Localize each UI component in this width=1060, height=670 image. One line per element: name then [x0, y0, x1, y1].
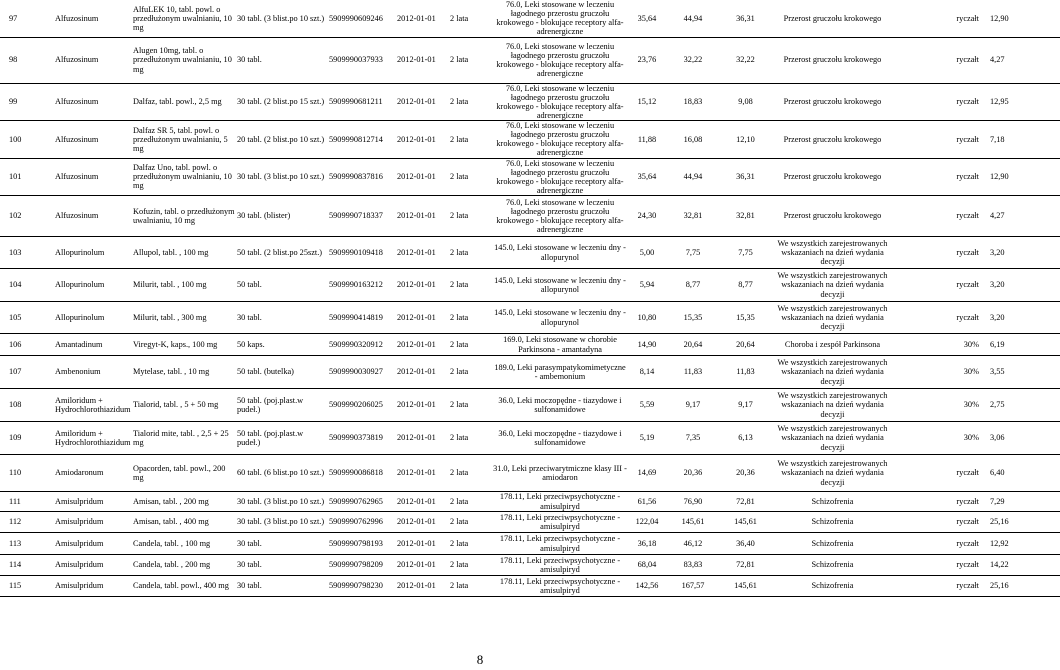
retail-price-cell: 167,57 [666, 576, 720, 597]
copay-cell: 3,06 [989, 422, 1060, 455]
wholesale-price-cell: 5,00 [628, 237, 666, 269]
product-name-cell: Allupol, tabl. , 100 mg [132, 237, 236, 269]
limit-price-cell: 20,64 [720, 334, 771, 356]
date-cell: 2012-01-01 [396, 533, 449, 555]
limit-price-cell: 145,61 [720, 512, 771, 533]
validity-period-cell: 2 lata [449, 356, 492, 389]
retail-price-cell: 76,90 [666, 492, 720, 512]
payment-level-cell: ryczałt [894, 83, 989, 121]
date-cell: 2012-01-01 [396, 37, 449, 83]
validity-period-cell: 2 lata [449, 121, 492, 159]
date-cell: 2012-01-01 [396, 269, 449, 302]
payment-level-cell: ryczałt [894, 37, 989, 83]
limit-group-cell: 178.11, Leki przeciwpsychotyczne - amisulpiryd [492, 533, 628, 555]
limit-group-cell: 145.0, Leki stosowane w leczeniu dny - allopurynol [492, 237, 628, 269]
package-cell: 30 tabl. [236, 302, 328, 334]
indication-cell: Schizofrenia [771, 576, 894, 597]
validity-period-cell: 2 lata [449, 37, 492, 83]
row-number: 101 [0, 158, 54, 196]
limit-price-cell: 72,81 [720, 555, 771, 576]
row-number: 114 [0, 555, 54, 576]
date-cell: 2012-01-01 [396, 455, 449, 492]
retail-price-cell: 8,77 [666, 269, 720, 302]
validity-period-cell: 2 lata [449, 269, 492, 302]
validity-period-cell: 2 lata [449, 158, 492, 196]
product-name-cell: Amisan, tabl. , 200 mg [132, 492, 236, 512]
copay-cell: 7,18 [989, 121, 1060, 159]
substance-cell: Amisulpridum [54, 512, 132, 533]
row-number: 98 [0, 37, 54, 83]
payment-level-cell: ryczałt [894, 512, 989, 533]
wholesale-price-cell: 10,80 [628, 302, 666, 334]
product-name-cell: Alugen 10mg, tabl. o przedłużonym uwalnianiu, 10 mg [132, 37, 236, 83]
validity-period-cell: 2 lata [449, 576, 492, 597]
copay-cell: 3,20 [989, 302, 1060, 334]
payment-level-cell: 30% [894, 356, 989, 389]
limit-price-cell: 15,35 [720, 302, 771, 334]
validity-period-cell: 2 lata [449, 422, 492, 455]
date-cell: 2012-01-01 [396, 512, 449, 533]
payment-level-cell: ryczałt [894, 0, 989, 37]
copay-cell: 6,19 [989, 334, 1060, 356]
retail-price-cell: 20,64 [666, 334, 720, 356]
row-number: 111 [0, 492, 54, 512]
substance-cell: Allopurinolum [54, 237, 132, 269]
product-name-cell: Candela, tabl. powl., 400 mg [132, 576, 236, 597]
ean-code-cell: 5909990206025 [328, 389, 396, 422]
wholesale-price-cell: 11,88 [628, 121, 666, 159]
indication-cell: We wszystkich zarejestrowanych wskazaniach na dzień wydania decyzji [771, 302, 894, 334]
product-name-cell: Amisan, tabl. , 400 mg [132, 512, 236, 533]
table-row [0, 576, 1060, 597]
row-number: 112 [0, 512, 54, 533]
copay-cell: 12,90 [989, 0, 1060, 37]
limit-group-cell: 178.11, Leki przeciwpsychotyczne - amisulpiryd [492, 576, 628, 597]
date-cell: 2012-01-01 [396, 196, 449, 237]
package-cell: 30 tabl. [236, 37, 328, 83]
indication-cell: We wszystkich zarejestrowanych wskazaniach na dzień wydania decyzji [771, 455, 894, 492]
retail-price-cell: 16,08 [666, 121, 720, 159]
retail-price-cell: 44,94 [666, 0, 720, 37]
table-row [0, 0, 1060, 37]
limit-group-cell: 169.0, Leki stosowane w chorobie Parkinsona - amantadyna [492, 334, 628, 356]
copay-cell: 7,29 [989, 492, 1060, 512]
limit-group-cell: 36.0, Leki moczopędne - tiazydowe i sulfonamidowe [492, 389, 628, 422]
copay-cell: 12,92 [989, 533, 1060, 555]
date-cell: 2012-01-01 [396, 83, 449, 121]
indication-cell: We wszystkich zarejestrowanych wskazaniach na dzień wydania decyzji [771, 389, 894, 422]
payment-level-cell: 30% [894, 422, 989, 455]
ean-code-cell: 5909990812714 [328, 121, 396, 159]
copay-cell: 2,75 [989, 389, 1060, 422]
indication-cell: Choroba i zespół Parkinsona [771, 334, 894, 356]
package-cell: 30 tabl. (3 blist.po 10 szt.) [236, 492, 328, 512]
limit-price-cell: 32,22 [720, 37, 771, 83]
ean-code-cell: 5909990037933 [328, 37, 396, 83]
payment-level-cell: ryczałt [894, 237, 989, 269]
limit-group-cell: 36.0, Leki moczopędne - tiazydowe i sulfonamidowe [492, 422, 628, 455]
row-number: 110 [0, 455, 54, 492]
indication-cell: Przerost gruczołu krokowego [771, 83, 894, 121]
limit-group-cell: 178.11, Leki przeciwpsychotyczne - amisulpiryd [492, 555, 628, 576]
table-row [0, 389, 1060, 422]
substance-cell: Alfuzosinum [54, 121, 132, 159]
validity-period-cell: 2 lata [449, 555, 492, 576]
substance-cell: Alfuzosinum [54, 158, 132, 196]
date-cell: 2012-01-01 [396, 121, 449, 159]
row-number: 105 [0, 302, 54, 334]
retail-price-cell: 32,22 [666, 37, 720, 83]
wholesale-price-cell: 23,76 [628, 37, 666, 83]
limit-group-cell: 189.0, Leki parasympatykomimetyczne - ambemonium [492, 356, 628, 389]
package-cell: 20 tabl. (2 blist.po 10 szt.) [236, 121, 328, 159]
retail-price-cell: 46,12 [666, 533, 720, 555]
limit-group-cell: 76.0, Leki stosowane w leczeniu łagodnego przerostu gruczołu krokowego - blokujące receptory alfa-adrenergiczne [492, 83, 628, 121]
limit-price-cell: 9,08 [720, 83, 771, 121]
package-cell: 30 tabl. (3 blist.po 10 szt.) [236, 0, 328, 37]
date-cell: 2012-01-01 [396, 237, 449, 269]
limit-price-cell: 36,31 [720, 158, 771, 196]
table-row [0, 158, 1060, 196]
package-cell: 50 kaps. [236, 334, 328, 356]
product-name-cell: Tialorid mite, tabl. , 2,5 + 25 mg [132, 422, 236, 455]
copay-cell: 3,20 [989, 269, 1060, 302]
copay-cell: 25,16 [989, 512, 1060, 533]
date-cell: 2012-01-01 [396, 492, 449, 512]
payment-level-cell: ryczałt [894, 121, 989, 159]
product-name-cell: Milurit, tabl. , 300 mg [132, 302, 236, 334]
product-name-cell: AlfuLEK 10, tabl. powl. o przedłużonym uwalnianiu, 10 mg [132, 0, 236, 37]
package-cell: 50 tabl. (2 blist.po 25szt.) [236, 237, 328, 269]
limit-group-cell: 76.0, Leki stosowane w leczeniu łagodnego przerostu gruczołu krokowego - blokujące receptory alfa-adrenergiczne [492, 196, 628, 237]
limit-price-cell: 8,77 [720, 269, 771, 302]
limit-group-cell: 76.0, Leki stosowane w leczeniu łagodnego przerostu gruczołu krokowego - blokujące receptory alfa-adrenergiczne [492, 0, 628, 37]
substance-cell: Amisulpridum [54, 576, 132, 597]
limit-price-cell: 145,61 [720, 576, 771, 597]
indication-cell: Przerost gruczołu krokowego [771, 121, 894, 159]
table-row [0, 512, 1060, 533]
substance-cell: Alfuzosinum [54, 0, 132, 37]
ean-code-cell: 5909990681211 [328, 83, 396, 121]
payment-level-cell: ryczałt [894, 196, 989, 237]
product-name-cell: Dalfaz, tabl. powl., 2,5 mg [132, 83, 236, 121]
wholesale-price-cell: 5,19 [628, 422, 666, 455]
copay-cell: 12,90 [989, 158, 1060, 196]
validity-period-cell: 2 lata [449, 302, 492, 334]
payment-level-cell: ryczałt [894, 576, 989, 597]
limit-price-cell: 20,36 [720, 455, 771, 492]
indication-cell: Przerost gruczołu krokowego [771, 196, 894, 237]
substance-cell: Alfuzosinum [54, 196, 132, 237]
payment-level-cell: ryczałt [894, 302, 989, 334]
date-cell: 2012-01-01 [396, 422, 449, 455]
indication-cell: We wszystkich zarejestrowanych wskazaniach na dzień wydania decyzji [771, 269, 894, 302]
product-name-cell: Candela, tabl. , 100 mg [132, 533, 236, 555]
retail-price-cell: 11,83 [666, 356, 720, 389]
retail-price-cell: 32,81 [666, 196, 720, 237]
wholesale-price-cell: 8,14 [628, 356, 666, 389]
table-row [0, 356, 1060, 389]
validity-period-cell: 2 lata [449, 334, 492, 356]
package-cell: 50 tabl. (poj.plast.w pudeł.) [236, 422, 328, 455]
indication-cell: We wszystkich zarejestrowanych wskazaniach na dzień wydania decyzji [771, 356, 894, 389]
row-number: 107 [0, 356, 54, 389]
table-row [0, 37, 1060, 83]
wholesale-price-cell: 142,56 [628, 576, 666, 597]
limit-price-cell: 36,31 [720, 0, 771, 37]
indication-cell: Schizofrenia [771, 512, 894, 533]
retail-price-cell: 15,35 [666, 302, 720, 334]
limit-group-cell: 145.0, Leki stosowane w leczeniu dny - allopurynol [492, 269, 628, 302]
limit-price-cell: 12,10 [720, 121, 771, 159]
product-name-cell: Opacorden, tabl. powl., 200 mg [132, 455, 236, 492]
row-number: 104 [0, 269, 54, 302]
retail-price-cell: 18,83 [666, 83, 720, 121]
validity-period-cell: 2 lata [449, 196, 492, 237]
indication-cell: Schizofrenia [771, 533, 894, 555]
date-cell: 2012-01-01 [396, 576, 449, 597]
ean-code-cell: 5909990798193 [328, 533, 396, 555]
wholesale-price-cell: 122,04 [628, 512, 666, 533]
package-cell: 50 tabl. (butelka) [236, 356, 328, 389]
wholesale-price-cell: 14,69 [628, 455, 666, 492]
package-cell: 30 tabl. [236, 555, 328, 576]
table-row [0, 492, 1060, 512]
row-number: 100 [0, 121, 54, 159]
copay-cell: 3,20 [989, 237, 1060, 269]
ean-code-cell: 5909990609246 [328, 0, 396, 37]
row-number: 108 [0, 389, 54, 422]
product-name-cell: Candela, tabl. , 200 mg [132, 555, 236, 576]
limit-group-cell: 76.0, Leki stosowane w leczeniu łagodnego przerostu gruczołu krokowego - blokujące receptory alfa-adrenergiczne [492, 37, 628, 83]
date-cell: 2012-01-01 [396, 389, 449, 422]
package-cell: 30 tabl. (3 blist.po 10 szt.) [236, 158, 328, 196]
substance-cell: Ambenonium [54, 356, 132, 389]
limit-price-cell: 9,17 [720, 389, 771, 422]
date-cell: 2012-01-01 [396, 356, 449, 389]
table-row [0, 237, 1060, 269]
limit-price-cell: 36,40 [720, 533, 771, 555]
ean-code-cell: 5909990798209 [328, 555, 396, 576]
retail-price-cell: 7,35 [666, 422, 720, 455]
package-cell: 50 tabl. (poj.plast.w pudeł.) [236, 389, 328, 422]
wholesale-price-cell: 5,94 [628, 269, 666, 302]
product-name-cell: Milurit, tabl. , 100 mg [132, 269, 236, 302]
package-cell: 30 tabl. (3 blist.po 10 szt.) [236, 512, 328, 533]
date-cell: 2012-01-01 [396, 334, 449, 356]
substance-cell: Allopurinolum [54, 302, 132, 334]
wholesale-price-cell: 14,90 [628, 334, 666, 356]
row-number: 102 [0, 196, 54, 237]
limit-group-cell: 76.0, Leki stosowane w leczeniu łagodnego przerostu gruczołu krokowego - blokujące receptory alfa-adrenergiczne [492, 158, 628, 196]
limit-group-cell: 31.0, Leki przeciwarytmiczne klasy III - amiodaron [492, 455, 628, 492]
ean-code-cell: 5909990762996 [328, 512, 396, 533]
row-number: 106 [0, 334, 54, 356]
ean-code-cell: 5909990762965 [328, 492, 396, 512]
indication-cell: We wszystkich zarejestrowanych wskazaniach na dzień wydania decyzji [771, 422, 894, 455]
wholesale-price-cell: 24,30 [628, 196, 666, 237]
table-row [0, 302, 1060, 334]
table-row [0, 83, 1060, 121]
indication-cell: Przerost gruczołu krokowego [771, 158, 894, 196]
limit-group-cell: 178.11, Leki przeciwpsychotyczne - amisulpiryd [492, 492, 628, 512]
product-name-cell: Viregyt-K, kaps., 100 mg [132, 334, 236, 356]
limit-price-cell: 6,13 [720, 422, 771, 455]
payment-level-cell: ryczałt [894, 158, 989, 196]
limit-price-cell: 7,75 [720, 237, 771, 269]
row-number: 103 [0, 237, 54, 269]
wholesale-price-cell: 15,12 [628, 83, 666, 121]
validity-period-cell: 2 lata [449, 237, 492, 269]
wholesale-price-cell: 61,56 [628, 492, 666, 512]
payment-level-cell: ryczałt [894, 533, 989, 555]
product-name-cell: Kofuzin, tabl. o przedłużonym uwalnianiu, 10 mg [132, 196, 236, 237]
payment-level-cell: ryczałt [894, 492, 989, 512]
copay-cell: 3,55 [989, 356, 1060, 389]
product-name-cell: Dalfaz SR 5, tabl. powl. o przedłużonym uwalnianiu, 5 mg [132, 121, 236, 159]
copay-cell: 12,95 [989, 83, 1060, 121]
row-number: 115 [0, 576, 54, 597]
validity-period-cell: 2 lata [449, 83, 492, 121]
limit-price-cell: 32,81 [720, 196, 771, 237]
table-row [0, 455, 1060, 492]
package-cell: 60 tabl. (6 blist.po 10 szt.) [236, 455, 328, 492]
date-cell: 2012-01-01 [396, 0, 449, 37]
retail-price-cell: 44,94 [666, 158, 720, 196]
table-row [0, 269, 1060, 302]
package-cell: 50 tabl. [236, 269, 328, 302]
ean-code-cell: 5909990414819 [328, 302, 396, 334]
substance-cell: Amiodaronum [54, 455, 132, 492]
ean-code-cell: 5909990109418 [328, 237, 396, 269]
substance-cell: Amantadinum [54, 334, 132, 356]
limit-group-cell: 178.11, Leki przeciwpsychotyczne - amisulpiryd [492, 512, 628, 533]
substance-cell: Amiloridum + Hydrochlorothiazidum [54, 389, 132, 422]
row-number: 113 [0, 533, 54, 555]
date-cell: 2012-01-01 [396, 158, 449, 196]
payment-level-cell: 30% [894, 334, 989, 356]
date-cell: 2012-01-01 [396, 302, 449, 334]
limit-price-cell: 11,83 [720, 356, 771, 389]
substance-cell: Allopurinolum [54, 269, 132, 302]
ean-code-cell: 5909990798230 [328, 576, 396, 597]
product-name-cell: Dalfaz Uno, tabl. powl. o przedłużonym uwalnianiu, 10 mg [132, 158, 236, 196]
table-row [0, 422, 1060, 455]
limit-group-cell: 145.0, Leki stosowane w leczeniu dny - allopurynol [492, 302, 628, 334]
ean-code-cell: 5909990320912 [328, 334, 396, 356]
retail-price-cell: 7,75 [666, 237, 720, 269]
row-number: 97 [0, 0, 54, 37]
table-row [0, 334, 1060, 356]
product-name-cell: Tialorid, tabl. , 5 + 50 mg [132, 389, 236, 422]
product-name-cell: Mytelase, tabl. , 10 mg [132, 356, 236, 389]
substance-cell: Amisulpridum [54, 492, 132, 512]
ean-code-cell: 5909990163212 [328, 269, 396, 302]
table-row [0, 121, 1060, 159]
package-cell: 30 tabl. [236, 576, 328, 597]
wholesale-price-cell: 5,59 [628, 389, 666, 422]
payment-level-cell: ryczałt [894, 455, 989, 492]
package-cell: 30 tabl. [236, 533, 328, 555]
package-cell: 30 tabl. (2 blist.po 15 szt.) [236, 83, 328, 121]
indication-cell: Przerost gruczołu krokowego [771, 0, 894, 37]
ean-code-cell: 5909990718337 [328, 196, 396, 237]
wholesale-price-cell: 35,64 [628, 158, 666, 196]
copay-cell: 4,27 [989, 37, 1060, 83]
copay-cell: 25,16 [989, 576, 1060, 597]
page-number: 8 [476, 652, 484, 667]
substance-cell: Alfuzosinum [54, 83, 132, 121]
retail-price-cell: 20,36 [666, 455, 720, 492]
indication-cell: Przerost gruczołu krokowego [771, 37, 894, 83]
ean-code-cell: 5909990030927 [328, 356, 396, 389]
row-number: 99 [0, 83, 54, 121]
retail-price-cell: 9,17 [666, 389, 720, 422]
table-row [0, 196, 1060, 237]
table-row [0, 555, 1060, 576]
substance-cell: Amisulpridum [54, 555, 132, 576]
payment-level-cell: 30% [894, 389, 989, 422]
ean-code-cell: 5909990837816 [328, 158, 396, 196]
package-cell: 30 tabl. (blister) [236, 196, 328, 237]
indication-cell: Schizofrenia [771, 555, 894, 576]
substance-cell: Amiloridum + Hydrochlorothiazidum [54, 422, 132, 455]
wholesale-price-cell: 36,18 [628, 533, 666, 555]
ean-code-cell: 5909990086818 [328, 455, 396, 492]
retail-price-cell: 145,61 [666, 512, 720, 533]
validity-period-cell: 2 lata [449, 455, 492, 492]
validity-period-cell: 2 lata [449, 492, 492, 512]
indication-cell: Schizofrenia [771, 492, 894, 512]
copay-cell: 6,40 [989, 455, 1060, 492]
validity-period-cell: 2 lata [449, 0, 492, 37]
validity-period-cell: 2 lata [449, 389, 492, 422]
date-cell: 2012-01-01 [396, 555, 449, 576]
limit-price-cell: 72,81 [720, 492, 771, 512]
indication-cell: We wszystkich zarejestrowanych wskazaniach na dzień wydania decyzji [771, 237, 894, 269]
wholesale-price-cell: 68,04 [628, 555, 666, 576]
substance-cell: Alfuzosinum [54, 37, 132, 83]
wholesale-price-cell: 35,64 [628, 0, 666, 37]
table-row [0, 533, 1060, 555]
validity-period-cell: 2 lata [449, 533, 492, 555]
row-number: 109 [0, 422, 54, 455]
payment-level-cell: ryczałt [894, 555, 989, 576]
limit-group-cell: 76.0, Leki stosowane w leczeniu łagodnego przerostu gruczołu krokowego - blokujące receptory alfa-adrenergiczne [492, 121, 628, 159]
ean-code-cell: 5909990373819 [328, 422, 396, 455]
substance-cell: Amisulpridum [54, 533, 132, 555]
validity-period-cell: 2 lata [449, 512, 492, 533]
payment-level-cell: ryczałt [894, 269, 989, 302]
retail-price-cell: 83,83 [666, 555, 720, 576]
copay-cell: 4,27 [989, 196, 1060, 237]
copay-cell: 14,22 [989, 555, 1060, 576]
